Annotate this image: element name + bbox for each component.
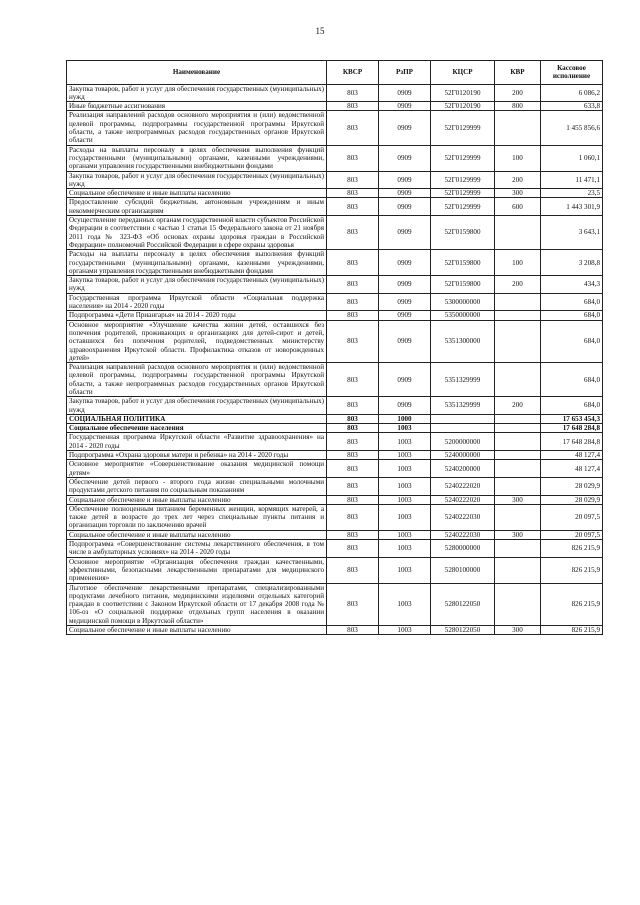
cell-name: Предоставление субсидий бюджетным, автономным учреждениям и иным некоммерческим организациям [67,198,327,216]
cell-exec: 684,0 [541,293,603,311]
cell-kvsr: 803 [327,540,379,558]
cell-name: Расходы на выплаты персоналу в целях обеспечения выполнения функций государственными (муниципальными) органами, казенными учреждениями, органами управления государственными внебюджетными фондами [67,250,327,276]
cell-name: Подпрограмма «Охрана здоровья матери и ребенка» на 2014 - 2020 годы [67,451,327,460]
cell-exec: 434,3 [541,276,603,294]
cell-kvsr: 803 [327,320,379,362]
table-row [67,84,603,102]
table-row [67,397,603,415]
cell-kvsr: 803 [327,451,379,460]
cell-kvsr: 803 [327,414,379,423]
cell-rzpr: 1003 [379,626,431,635]
cell-rzpr: 0909 [379,320,431,362]
cell-kvr [495,504,541,530]
table-row [67,540,603,558]
cell-name: Социальное обеспечение и иные выплаты населению [67,530,327,539]
table-row [67,451,603,460]
table-row [67,276,603,294]
cell-rzpr: 0909 [379,102,431,111]
table-row [67,145,603,171]
cell-exec: 826 215,9 [541,540,603,558]
cell-kvsr: 803 [327,495,379,504]
cell-kvr: 100 [495,145,541,171]
cell-kvsr: 803 [327,397,379,415]
cell-rzpr: 0909 [379,216,431,250]
cell-name: Подпрограмма «Дети Приангарья» на 2014 - 2020 годы [67,311,327,320]
cell-kcsr: 52Г0129999 [431,198,495,216]
cell-kvr: 600 [495,198,541,216]
cell-kcsr: 5280122050 [431,626,495,635]
cell-kvsr: 803 [327,216,379,250]
table-row [67,460,603,478]
cell-exec: 1 455 856,6 [541,111,603,145]
cell-exec: 17 648 284,8 [541,433,603,451]
cell-kcsr: 5240222030 [431,504,495,530]
cell-kcsr: 5351329999 [431,363,495,397]
cell-rzpr: 0909 [379,363,431,397]
cell-kcsr: 52Г0159800 [431,276,495,294]
cell-exec: 20 097,5 [541,530,603,539]
cell-exec: 28 029,9 [541,495,603,504]
cell-name: Социальное обеспечение населения [67,424,327,433]
cell-name: Реализация направлений расходов основного мероприятия и (или) ведомственной целевой программы, подпрограммы государственной программы Иркутской области, а также непрограммных расходов государственных органов Иркутской области [67,363,327,397]
cell-kvr: 300 [495,189,541,198]
page-number: 15 [315,26,325,36]
cell-kvr [495,216,541,250]
cell-kvr [495,460,541,478]
cell-name: Социальное обеспечение и иные выплаты населению [67,495,327,504]
cell-kvr [495,433,541,451]
cell-rzpr: 1003 [379,583,431,625]
table-row [67,557,603,583]
cell-kcsr: 5300000000 [431,293,495,311]
cell-name: Основное мероприятие «Совершенствование оказания медицинской помощи детям» [67,460,327,478]
header-kvsr: КВСР [327,61,379,85]
cell-kvsr: 803 [327,433,379,451]
cell-exec: 23,5 [541,189,603,198]
cell-kvr: 800 [495,102,541,111]
cell-kvr [495,111,541,145]
cell-kvsr: 803 [327,311,379,320]
cell-rzpr: 0909 [379,189,431,198]
cell-rzpr: 0909 [379,311,431,320]
cell-name: Государственная программа Иркутской области «Развитие здравоохранения» на 2014 - 2020 годы [67,433,327,451]
cell-rzpr: 1003 [379,495,431,504]
cell-kvr: 200 [495,276,541,294]
cell-kvr [495,311,541,320]
table-row [67,433,603,451]
cell-exec: 826 215,9 [541,583,603,625]
cell-rzpr: 0909 [379,171,431,189]
cell-kvsr: 803 [327,84,379,102]
cell-kcsr: 5240000000 [431,451,495,460]
cell-exec: 1 060,1 [541,145,603,171]
cell-kcsr: 5240200000 [431,460,495,478]
table-row [67,320,603,362]
cell-kcsr: 5351329999 [431,397,495,415]
header-kcsr: КЦСР [431,61,495,85]
cell-exec: 28 029,9 [541,477,603,495]
cell-kvr [495,477,541,495]
cell-kvr [495,424,541,433]
cell-kvsr: 803 [327,583,379,625]
cell-name: Основное мероприятие «Организация обеспечения граждан качественными, эффективными, безопасными лекарственными препаратами для медицинского применения» [67,557,327,583]
cell-name: Закупка товаров, работ и услуг для обеспечения государственных (муниципальных) нужд [67,397,327,415]
cell-kcsr: 52Г0120190 [431,102,495,111]
cell-exec: 684,0 [541,397,603,415]
table-header-row [67,61,603,85]
cell-name: Расходы на выплаты персоналу в целях обеспечения выполнения функций государственными (муниципальными) органами, казенными учреждениями, органами управления государственными внебюджетными фондами [67,145,327,171]
cell-kvr: 100 [495,250,541,276]
cell-name: Подпрограмма «Совершенствование системы лекарственного обеспечения, в том числе в амбулаторных условиях» на 2014 - 2020 годы [67,540,327,558]
cell-kvsr: 803 [327,250,379,276]
cell-kcsr: 5280122050 [431,583,495,625]
cell-kcsr: 52Г0120190 [431,84,495,102]
cell-kcsr [431,414,495,423]
cell-kvsr: 803 [327,504,379,530]
table-row [67,250,603,276]
table-row [67,424,603,433]
cell-exec: 17 648 284,8 [541,424,603,433]
cell-kvr [495,293,541,311]
cell-kvsr: 803 [327,557,379,583]
cell-kcsr: 5280100000 [431,557,495,583]
cell-kvr [495,557,541,583]
cell-exec: 6 086,2 [541,84,603,102]
cell-kvr: 200 [495,171,541,189]
table-row [67,530,603,539]
cell-rzpr: 1003 [379,424,431,433]
cell-kcsr: 52Г0159800 [431,250,495,276]
cell-kcsr: 52Г0129999 [431,189,495,198]
cell-rzpr: 0909 [379,397,431,415]
table-body [67,84,603,635]
cell-exec: 633,8 [541,102,603,111]
cell-exec: 3 643,1 [541,216,603,250]
cell-name: Обеспечение полноценным питанием беременных женщин, кормящих матерей, а также детей в возрасте до трех лет через специальные пункты питания и организации торговли по заключению врачей [67,504,327,530]
cell-exec: 3 208,8 [541,250,603,276]
cell-name: Социальное обеспечение и иные выплаты населению [67,189,327,198]
cell-exec: 48 127,4 [541,451,603,460]
table-row [67,583,603,625]
table-row [67,495,603,504]
cell-kvr: 300 [495,626,541,635]
table-row [67,171,603,189]
cell-kvr: 300 [495,495,541,504]
cell-kvr: 300 [495,530,541,539]
cell-kvsr: 803 [327,293,379,311]
cell-rzpr: 1003 [379,504,431,530]
cell-kcsr: 5240222020 [431,495,495,504]
cell-rzpr: 0909 [379,145,431,171]
cell-exec: 826 215,9 [541,626,603,635]
cell-kvsr: 803 [327,171,379,189]
cell-kcsr: 52Г0159800 [431,216,495,250]
cell-rzpr: 0909 [379,84,431,102]
cell-kvsr: 803 [327,424,379,433]
cell-rzpr: 0909 [379,250,431,276]
cell-exec: 20 097,5 [541,504,603,530]
cell-exec: 684,0 [541,320,603,362]
cell-kvr [495,320,541,362]
cell-rzpr: 0909 [379,198,431,216]
table-row [67,198,603,216]
cell-name: Иные бюджетные ассигнования [67,102,327,111]
cell-kvr [495,540,541,558]
cell-kcsr: 5200000000 [431,433,495,451]
cell-kvsr: 803 [327,626,379,635]
cell-exec: 684,0 [541,363,603,397]
cell-kvsr: 803 [327,198,379,216]
cell-kcsr: 5350000000 [431,311,495,320]
cell-kcsr: 5240222020 [431,477,495,495]
cell-name: Реализация направлений расходов основного мероприятия и (или) ведомственной целевой программы, подпрограммы государственной программы Иркутской области, а также непрограммных расходов государственных органов Иркутской области [67,111,327,145]
cell-kvr [495,414,541,423]
cell-kvsr: 803 [327,189,379,198]
header-exec: Кассовое исполнение [541,61,603,85]
cell-kvr [495,583,541,625]
budget-table [66,60,603,635]
cell-rzpr: 1003 [379,433,431,451]
table-row [67,477,603,495]
cell-kcsr: 5351300000 [431,320,495,362]
cell-name: Осуществление переданных органам государственной власти субъектов Российской Федерации в соответствии с частью 1 статьи 15 Федерального закона от 21 ноября 2011 года № 323-ФЗ «Об основах охраны здоровья граждан в Российской Федерации» полномочий Российской Федерации в сфере охраны здоровья [67,216,327,250]
cell-exec: 1 443 301,9 [541,198,603,216]
cell-exec: 11 471,1 [541,171,603,189]
cell-kcsr: 52Г0129999 [431,171,495,189]
cell-kvsr: 803 [327,102,379,111]
cell-kvsr: 803 [327,530,379,539]
cell-name: Государственная программа Иркутской области «Социальная поддержка населения» на 2014 - 2020 годы [67,293,327,311]
cell-kvr [495,363,541,397]
cell-rzpr: 1000 [379,414,431,423]
table-row [67,504,603,530]
cell-name: Обеспечение детей первого - второго года жизни специальными молочными продуктами детского питания по социальным показаниям [67,477,327,495]
cell-kvr: 200 [495,84,541,102]
cell-name: Основное мероприятие «Улучшение качества жизни детей, оставшихся без попечения родителей, проживающих в организациях для детей-сирот и детей, оставшихся без попечения родителей, подведомственных министерству здравоохранения Иркутской области. Профилактика отказов от новорожденных детей» [67,320,327,362]
cell-rzpr: 1003 [379,557,431,583]
cell-rzpr: 1003 [379,460,431,478]
cell-rzpr: 0909 [379,293,431,311]
table-row [67,216,603,250]
cell-kvsr: 803 [327,363,379,397]
cell-kcsr: 52Г0129999 [431,111,495,145]
cell-kvsr: 803 [327,145,379,171]
cell-name: Социальное обеспечение и иные выплаты населению [67,626,327,635]
header-kvr: КВР [495,61,541,85]
cell-kvr [495,451,541,460]
table-row [67,102,603,111]
cell-kcsr: 5240222030 [431,530,495,539]
cell-rzpr: 0909 [379,111,431,145]
cell-rzpr: 0909 [379,276,431,294]
table-row [67,293,603,311]
cell-exec: 17 653 454,3 [541,414,603,423]
cell-name: СОЦИАЛЬНАЯ ПОЛИТИКА [67,414,327,423]
cell-exec: 826 215,9 [541,557,603,583]
cell-kvsr: 803 [327,460,379,478]
table-row [67,626,603,635]
table-row [67,189,603,198]
cell-name: Закупка товаров, работ и услуг для обеспечения государственных (муниципальных) нужд [67,276,327,294]
header-rzpr: РзПР [379,61,431,85]
table-row [67,414,603,423]
table-row [67,363,603,397]
cell-name: Закупка товаров, работ и услуг для обеспечения государственных (муниципальных) нужд [67,84,327,102]
cell-kcsr: 5280000000 [431,540,495,558]
cell-rzpr: 1003 [379,530,431,539]
cell-rzpr: 1003 [379,451,431,460]
table-row [67,111,603,145]
header-name: Наименование [67,61,327,85]
cell-kcsr [431,424,495,433]
cell-kvsr: 803 [327,477,379,495]
cell-exec: 684,0 [541,311,603,320]
cell-kvsr: 803 [327,111,379,145]
cell-kvsr: 803 [327,276,379,294]
cell-rzpr: 1003 [379,477,431,495]
table-row [67,311,603,320]
cell-name: Закупка товаров, работ и услуг для обеспечения государственных (муниципальных) нужд [67,171,327,189]
cell-kcsr: 52Г0129999 [431,145,495,171]
cell-kvr: 200 [495,397,541,415]
cell-rzpr: 1003 [379,540,431,558]
cell-exec: 48 127,4 [541,460,603,478]
cell-name: Льготное обеспечение лекарственными препаратами, специализированными продуктами лечебного питания, медицинскими изделиями отдельных категорий граждан в соответствии с Законом Иркутской области от 17 декабря 2008 года № 106-оз «О социальной поддержке отдельных групп населения в оказании медицинской помощи в Иркутской области» [67,583,327,625]
